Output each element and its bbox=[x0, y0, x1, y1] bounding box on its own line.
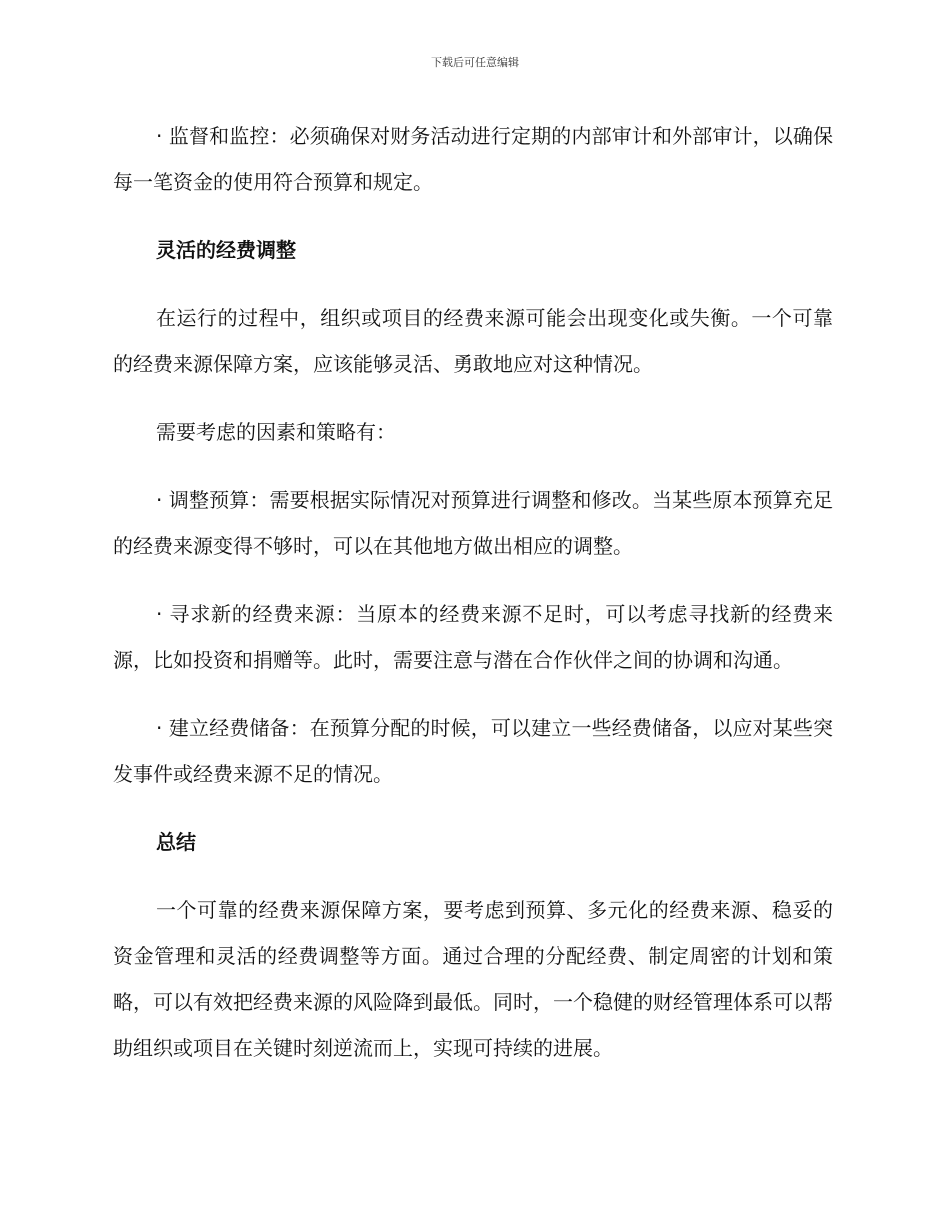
heading-flexible-adjustment: 灵活的经费调整 bbox=[156, 238, 296, 262]
heading-summary: 总结 bbox=[156, 830, 196, 854]
paragraph-factors-intro: 需要考虑的因素和策略有： bbox=[156, 420, 396, 444]
document-body bbox=[113, 113, 833, 1093]
paragraph-operation-changes: 在运行的过程中，组织或项目的经费来源可能会出现变化或失衡。一个可靠的经费来源保障方案，应该能够灵活、勇敢地应对这种情况。 bbox=[113, 306, 833, 376]
paragraph-funding-reserve: · 建立经费储备：在预算分配的时候，可以建立一些经费储备，以应对某些突发事件或经费来源不足的情况。 bbox=[113, 716, 833, 786]
paragraph-supervision: · 监督和监控：必须确保对财务活动进行定期的内部审计和外部审计，以确保每一笔资金的使用符合预算和规定。 bbox=[113, 124, 833, 194]
paragraph-adjust-budget: · 调整预算：需要根据实际情况对预算进行调整和修改。当某些原本预算充足的经费来源变得不够时，可以在其他地方做出相应的调整。 bbox=[113, 488, 833, 558]
paragraph-new-funding: · 寻求新的经费来源：当原本的经费来源不足时，可以考虑寻找新的经费来源，比如投资和捐赠等。此时，需要注意与潜在合作伙伴之间的协调和沟通。 bbox=[113, 602, 833, 672]
paragraph-summary: 一个可靠的经费来源保障方案，要考虑到预算、多元化的经费来源、稳妥的资金管理和灵活的经费调整等方面。通过合理的分配经费、制定周密的计划和策略，可以有效把经费来源的风险降到最低。同时，一个稳健的财经管理体系可以帮助组织或项目在关键时刻逆流而上，实现可持续的进展。 bbox=[113, 898, 833, 1060]
header-note: 下载后可任意编辑 bbox=[431, 56, 519, 69]
